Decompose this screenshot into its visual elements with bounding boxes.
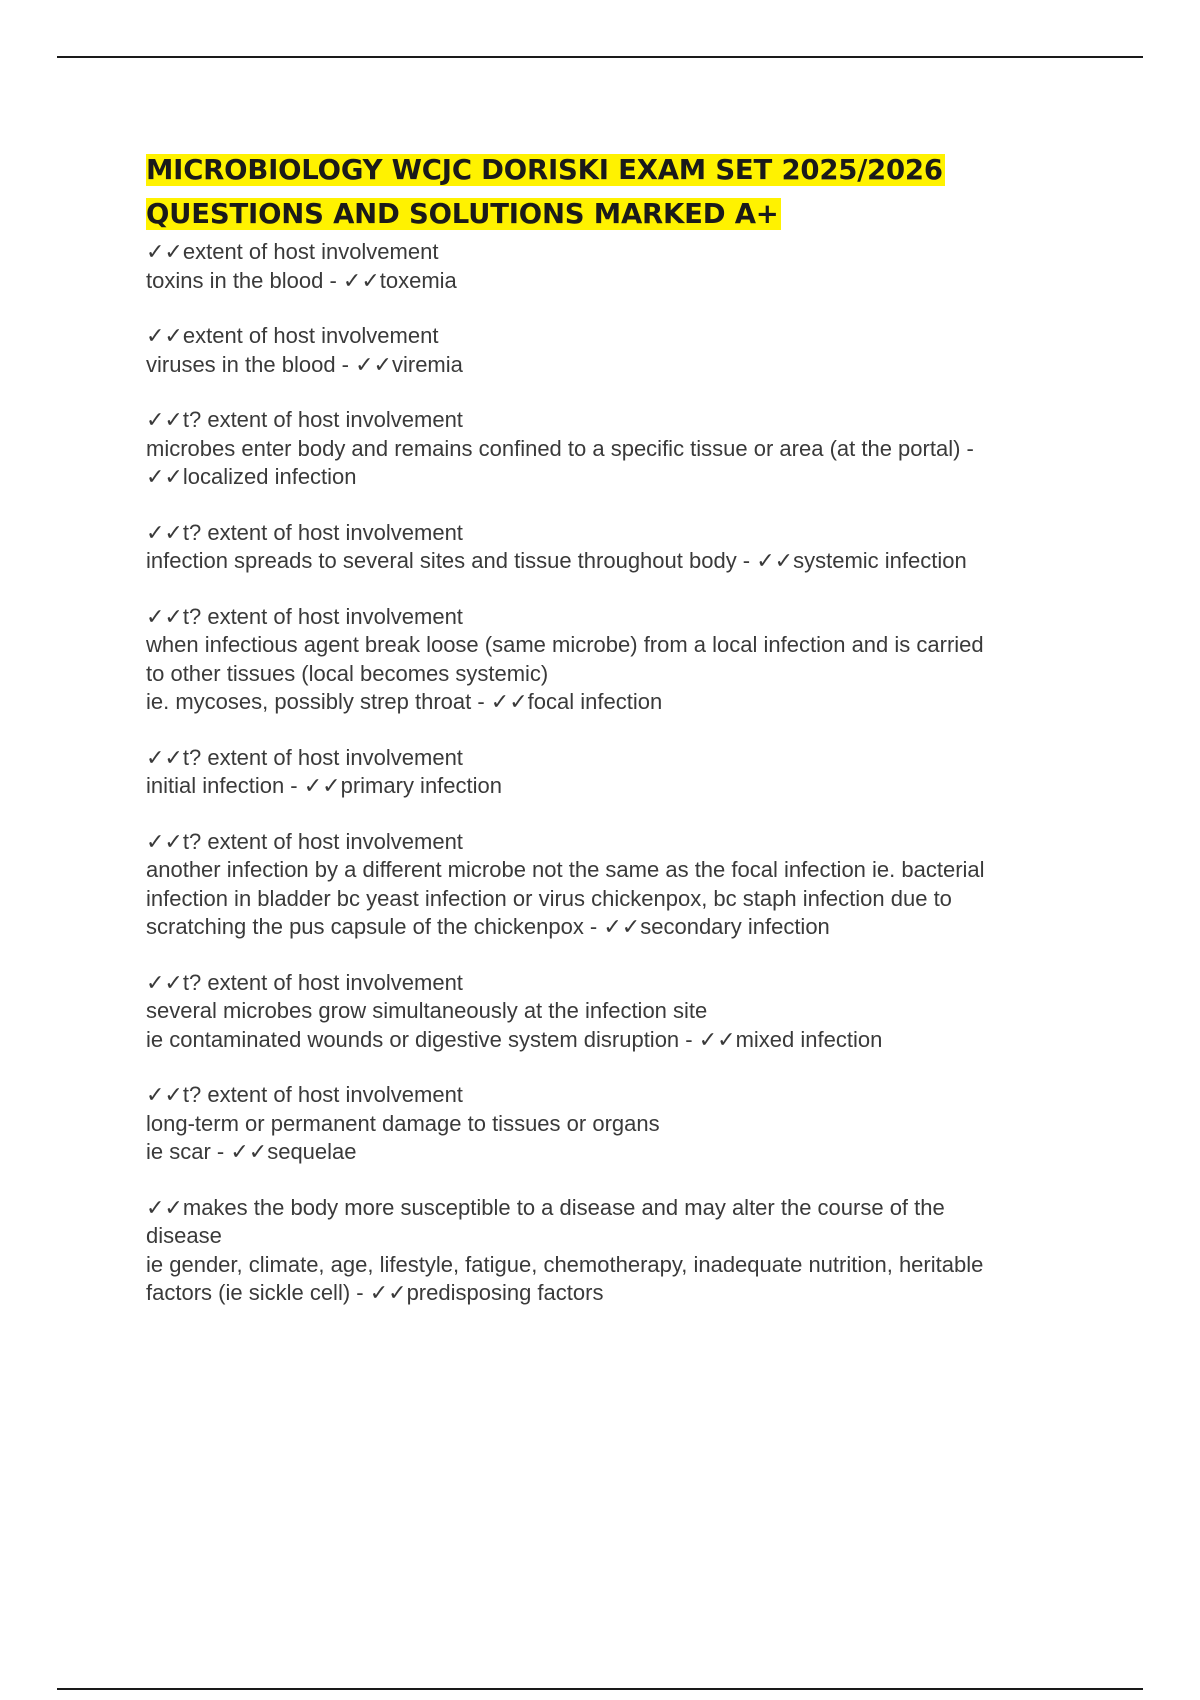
entry-text-line: ✓✓localized infection: [146, 464, 357, 489]
entry-prompt: ✓✓extent of host involvement: [146, 239, 439, 264]
document-body: [146, 148, 1086, 1335]
qa-entry: [146, 1194, 1086, 1308]
title-line-1: MICROBIOLOGY WCJC DORISKI EXAM SET 2025/2026: [146, 154, 943, 186]
title-line-2: QUESTIONS AND SOLUTIONS MARKED A+: [146, 198, 779, 230]
entry-prompt: ✓✓extent of host involvement: [146, 323, 439, 348]
entry-text-line: toxins in the blood - ✓✓toxemia: [146, 267, 457, 293]
entry-prompt: ✓✓t? extent of host involvement: [146, 603, 463, 629]
bottom-rule: [57, 1688, 1143, 1690]
entry-prompt: ✓✓t? extent of host involvement: [146, 744, 463, 770]
entry-text-line: to other tissues (local becomes systemic): [146, 660, 549, 686]
entry-text-line: ie gender, climate, age, lifestyle, fatigue, chemotherapy, inadequate nutrition, heritable: [146, 1251, 984, 1277]
entry-text-line: ie. mycoses, possibly strep throat - ✓✓focal infection: [146, 689, 663, 714]
qa-entry: [146, 1081, 1086, 1167]
document-title: [146, 148, 1086, 236]
qa-entry: [146, 406, 1086, 492]
qa-entries: [146, 238, 1086, 1308]
entry-text-line: scratching the pus capsule of the chickenpox - ✓✓secondary infection: [146, 914, 830, 939]
entry-prompt: ✓✓makes the body more susceptible to a disease and may alter the course of the: [146, 1194, 945, 1220]
entry-text-line: another infection by a different microbe not the same as the focal infection ie. bacterial: [146, 857, 985, 882]
entry-text-line: initial infection - ✓✓primary infection: [146, 773, 502, 798]
entry-text-line: several microbes grow simultaneously at the infection site: [146, 998, 708, 1023]
entry-text-line: ie scar - ✓✓sequelae: [146, 1139, 357, 1164]
qa-entry: [146, 603, 1086, 717]
top-rule: [57, 56, 1143, 58]
entry-text-line: long-term or permanent damage to tissues or organs: [146, 1110, 660, 1136]
entry-prompt: ✓✓t? extent of host involvement: [146, 1082, 463, 1107]
entry-text-line: ie contaminated wounds or digestive system disruption - ✓✓mixed infection: [146, 1026, 883, 1052]
qa-entry: [146, 238, 1086, 295]
qa-entry: [146, 519, 1086, 576]
entry-prompt: ✓✓t? extent of host involvement: [146, 519, 463, 545]
qa-entry: [146, 969, 1086, 1055]
entry-text-line: factors (ie sickle cell) - ✓✓predisposing factors: [146, 1280, 604, 1305]
entry-text-line: microbes enter body and remains confined to a specific tissue or area (at the portal) -: [146, 435, 974, 461]
entry-prompt: ✓✓t? extent of host involvement: [146, 969, 463, 995]
entry-prompt: ✓✓t? extent of host involvement: [146, 407, 463, 432]
qa-entry: [146, 322, 1086, 379]
entry-text-line: viruses in the blood - ✓✓viremia: [146, 351, 463, 377]
entry-text-line: when infectious agent break loose (same microbe) from a local infection and is carried: [146, 632, 984, 657]
entry-prompt: ✓✓t? extent of host involvement: [146, 828, 463, 854]
entry-text-line: disease: [146, 1223, 222, 1248]
qa-entry: [146, 828, 1086, 942]
qa-entry: [146, 744, 1086, 801]
entry-text-line: infection in bladder bc yeast infection or virus chickenpox, bc staph infection due to: [146, 885, 952, 911]
entry-text-line: infection spreads to several sites and tissue throughout body - ✓✓systemic infection: [146, 548, 967, 573]
